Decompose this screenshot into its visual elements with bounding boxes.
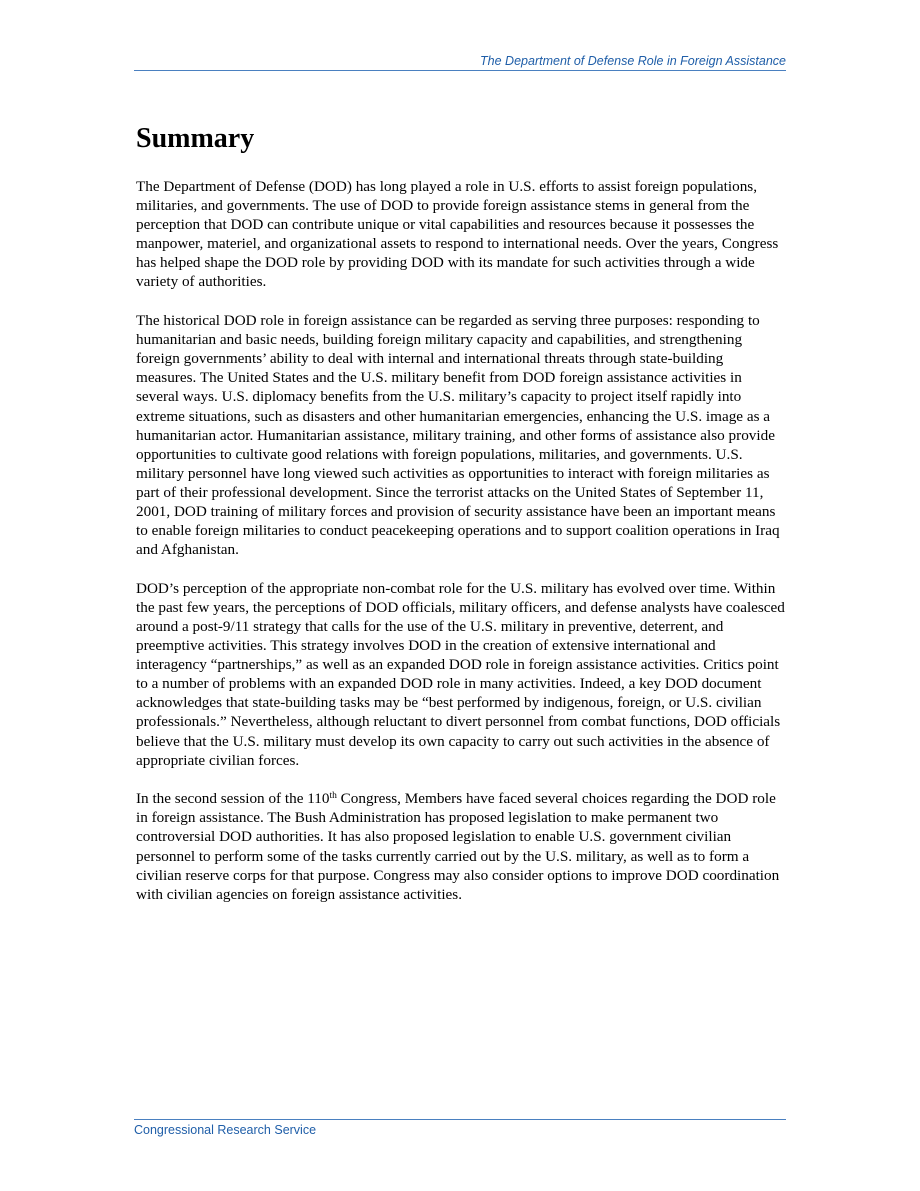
footer-organization: Congressional Research Service <box>134 1123 317 1137</box>
summary-body <box>136 177 786 923</box>
paragraph-1: The Department of Defense (DOD) has long played a role in U.S. efforts to assist foreign populations, militaries, and governments. The use of DOD to provide foreign assistance stems in general from the perception that DOD can contribute unique or vital capabilities and resources because it possesses the manpower, materiel, and organizational assets to respond to international needs. Over the years, Congress has helped shape the DOD role by providing DOD with its mandate for such activities through a wide variety of authorities. <box>136 178 779 291</box>
paragraph-2: The historical DOD role in foreign assistance can be regarded as serving three purposes: responding to humanitarian and basic needs, building foreign military capacity and capabilities, and strengthening foreign governments’ ability to deal with internal and international threats through state-building measures. The United States and the U.S. military benefit from DOD foreign assistance activities in several ways. U.S. diplomacy benefits from the U.S. military’s capacity to project itself rapidly into extreme situations, such as disasters and other humanitarian emergencies, enhancing the U.S. image as a humanitarian actor. Humanitarian assistance, military training, and other forms of assistance also provide opportunities to cultivate good relations with foreign populations, militaries, and governments. U.S. military personnel have long viewed such activities as opportunities to interact with foreign militaries as part of their professional development. Since the terrorist attacks on the United States of September 11, 2001, DOD training of military forces and provision of security assistance have been an important means to enable foreign militaries to conduct peacekeeping operations and to support coalition operations in Iraq and Afghanistan. <box>136 312 780 559</box>
running-footer <box>134 1119 786 1137</box>
paragraph-4 <box>136 789 786 904</box>
paragraph-4-start: In the second session of the 110 <box>136 790 330 808</box>
ordinal-superscript: th <box>329 791 337 802</box>
paragraph-3: DOD’s perception of the appropriate non-combat role for the U.S. military has evolved over time. Within the past few years, the perceptions of DOD officials, military officers, and defense analysts have coalesced around a post-9/11 strategy that calls for the use of the U.S. military in preventive, deterrent, and preemptive activities. This strategy involves DOD in the creation of extensive international and interagency “partnerships,” as well as an expanded DOD role in foreign assistance activities. Critics point to a number of problems with an expanded DOD role in many activities. Indeed, a key DOD document acknowledges that state-building tasks may be “best performed by indigenous, foreign, or U.S. civilian professionals.” Nevertheless, although reluctant to divert personnel from combat functions, DOD officials believe that the U.S. military must develop its own capacity to carry out such activities in the absence of appropriate civilian forces. <box>136 579 785 769</box>
section-title: Summary <box>136 123 255 154</box>
running-header <box>134 54 786 71</box>
running-header-title: The Department of Defense Role in Foreign Assistance <box>480 54 786 68</box>
paragraph-4-rest: Congress, Members have faced several choices regarding the DOD role in foreign assistance. The Bush Administration has proposed legislation to make permanent two controversial DOD authorities. It has also proposed legislation to enable U.S. government civilian personnel to perform some of the tasks currently carried out by the U.S. military, as well as to form a civilian reserve corps for that purpose. Congress may also consider options to improve DOD coordination with civilian agencies on foreign assistance activities. <box>136 790 780 903</box>
